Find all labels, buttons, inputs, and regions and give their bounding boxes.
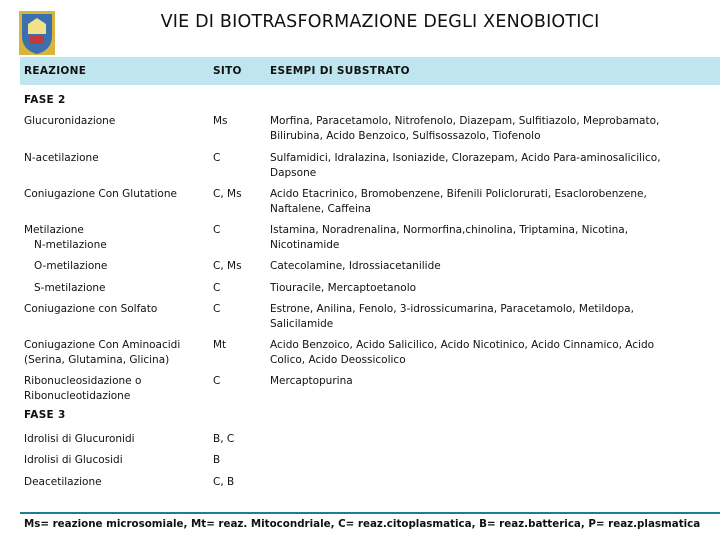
header-esempi: ESEMPI DI SUBSTRATO: [270, 65, 410, 77]
header-reazione: REAZIONE: [24, 65, 87, 77]
substrate-examples: [270, 151, 700, 181]
substrate-examples: [270, 374, 700, 389]
reaction-name: [24, 374, 209, 404]
substrate-line: Naftalene, Caffeina: [270, 203, 371, 215]
reaction-site: B, C: [213, 433, 235, 445]
reaction-name: Idrolisi di Glucuronidi: [24, 433, 135, 445]
reaction-site: C: [213, 375, 221, 387]
page-title: VIE DI BIOTRASFORMAZIONE DEGLI XENOBIOTICI: [160, 12, 600, 32]
reaction-site: C: [213, 303, 221, 315]
reaction-name-main: Metilazione: [24, 224, 84, 236]
reaction-name-sub: Ribonucleotidazione: [24, 390, 131, 402]
substrate-line: Mercaptopurina: [270, 375, 353, 387]
substrate-line: Catecolamine, Idrossiacetanilide: [270, 260, 441, 272]
substrate-line: Acido Benzoico, Acido Salicilico, Acido Nicotinico, Acido Cinnamico, Acido: [270, 339, 655, 351]
reaction-name: Glucuronidazione: [24, 115, 116, 127]
substrate-examples: [270, 114, 700, 144]
substrate-examples: [270, 187, 700, 217]
reaction-name: S-metilazione: [34, 282, 106, 294]
reaction-site: C: [213, 224, 221, 236]
crest-band: [30, 36, 44, 44]
substrate-line: Nicotinamide: [270, 239, 340, 251]
reaction-name: [24, 338, 209, 368]
substrate-line: Acido Etacrinico, Bromobenzene, Bifenili Policlorurati, Esaclorobenzene,: [270, 188, 647, 200]
header-sito: SITO: [213, 65, 242, 77]
reaction-site: C, Ms: [213, 260, 242, 272]
reaction-name-sub: (Serina, Glutamina, Glicina): [24, 354, 170, 366]
reaction-name-main: Ribonucleosidazione o: [24, 375, 142, 387]
reaction-name: Idrolisi di Glucosidi: [24, 454, 123, 466]
footer-divider: [20, 512, 720, 514]
reaction-name: [24, 223, 209, 253]
reaction-site: B: [213, 454, 221, 466]
substrate-examples: [270, 223, 700, 253]
substrate-examples: [270, 302, 700, 332]
substrate-line: Salicilamide: [270, 318, 334, 330]
substrate-examples: [270, 338, 700, 368]
abbreviation-legend: Ms= reazione microsomiale, Mt= reaz. Mitocondriale, C= reaz.citoplasmatica, B= reaz.batterica, P= reaz.plasmatica: [24, 518, 701, 530]
substrate-examples: [270, 281, 700, 296]
substrate-line: Morfina, Paracetamolo, Nitrofenolo, Diazepam, Sulfitiazolo, Meprobamato,: [270, 115, 660, 127]
reaction-site: C: [213, 152, 221, 164]
substrate-line: Istamina, Noradrenalina, Normorfina,chinolina, Triptamina, Nicotina,: [270, 224, 629, 236]
substrate-examples: [270, 259, 700, 274]
reaction-name: N-acetilazione: [24, 152, 99, 164]
substrate-line: Estrone, Anilina, Fenolo, 3-idrossicumarina, Paracetamolo, Metildopa,: [270, 303, 634, 315]
reaction-site: C: [213, 282, 221, 294]
reaction-name-sub: N-metilazione: [34, 239, 107, 251]
reaction-name: O-metilazione: [34, 260, 108, 272]
reaction-name: Deacetilazione: [24, 476, 102, 488]
reaction-site: C, B: [213, 476, 235, 488]
reaction-name: Coniugazione Con Glutatione: [24, 188, 177, 200]
reaction-name-main: Coniugazione Con Aminoacidi: [24, 339, 181, 351]
substrate-line: Colico, Acido Deossicolico: [270, 354, 406, 366]
substrate-line: Dapsone: [270, 167, 317, 179]
substrate-line: Sulfamidici, Idralazina, Isoniazide, Clorazepam, Acido Para-aminosalicilico,: [270, 152, 661, 164]
reaction-name: Coniugazione con Solfato: [24, 303, 158, 315]
substrate-line: Bilirubina, Acido Benzoico, Sulfisossazolo, Tiofenolo: [270, 130, 541, 142]
substrate-line: Tiouracile, Mercaptoetanolo: [270, 282, 417, 294]
phase-2-label: FASE 2: [24, 94, 66, 106]
phase-3-label: FASE 3: [24, 409, 66, 421]
reaction-site: Mt: [213, 339, 227, 351]
reaction-site: C, Ms: [213, 188, 242, 200]
reaction-site: Ms: [213, 115, 228, 127]
